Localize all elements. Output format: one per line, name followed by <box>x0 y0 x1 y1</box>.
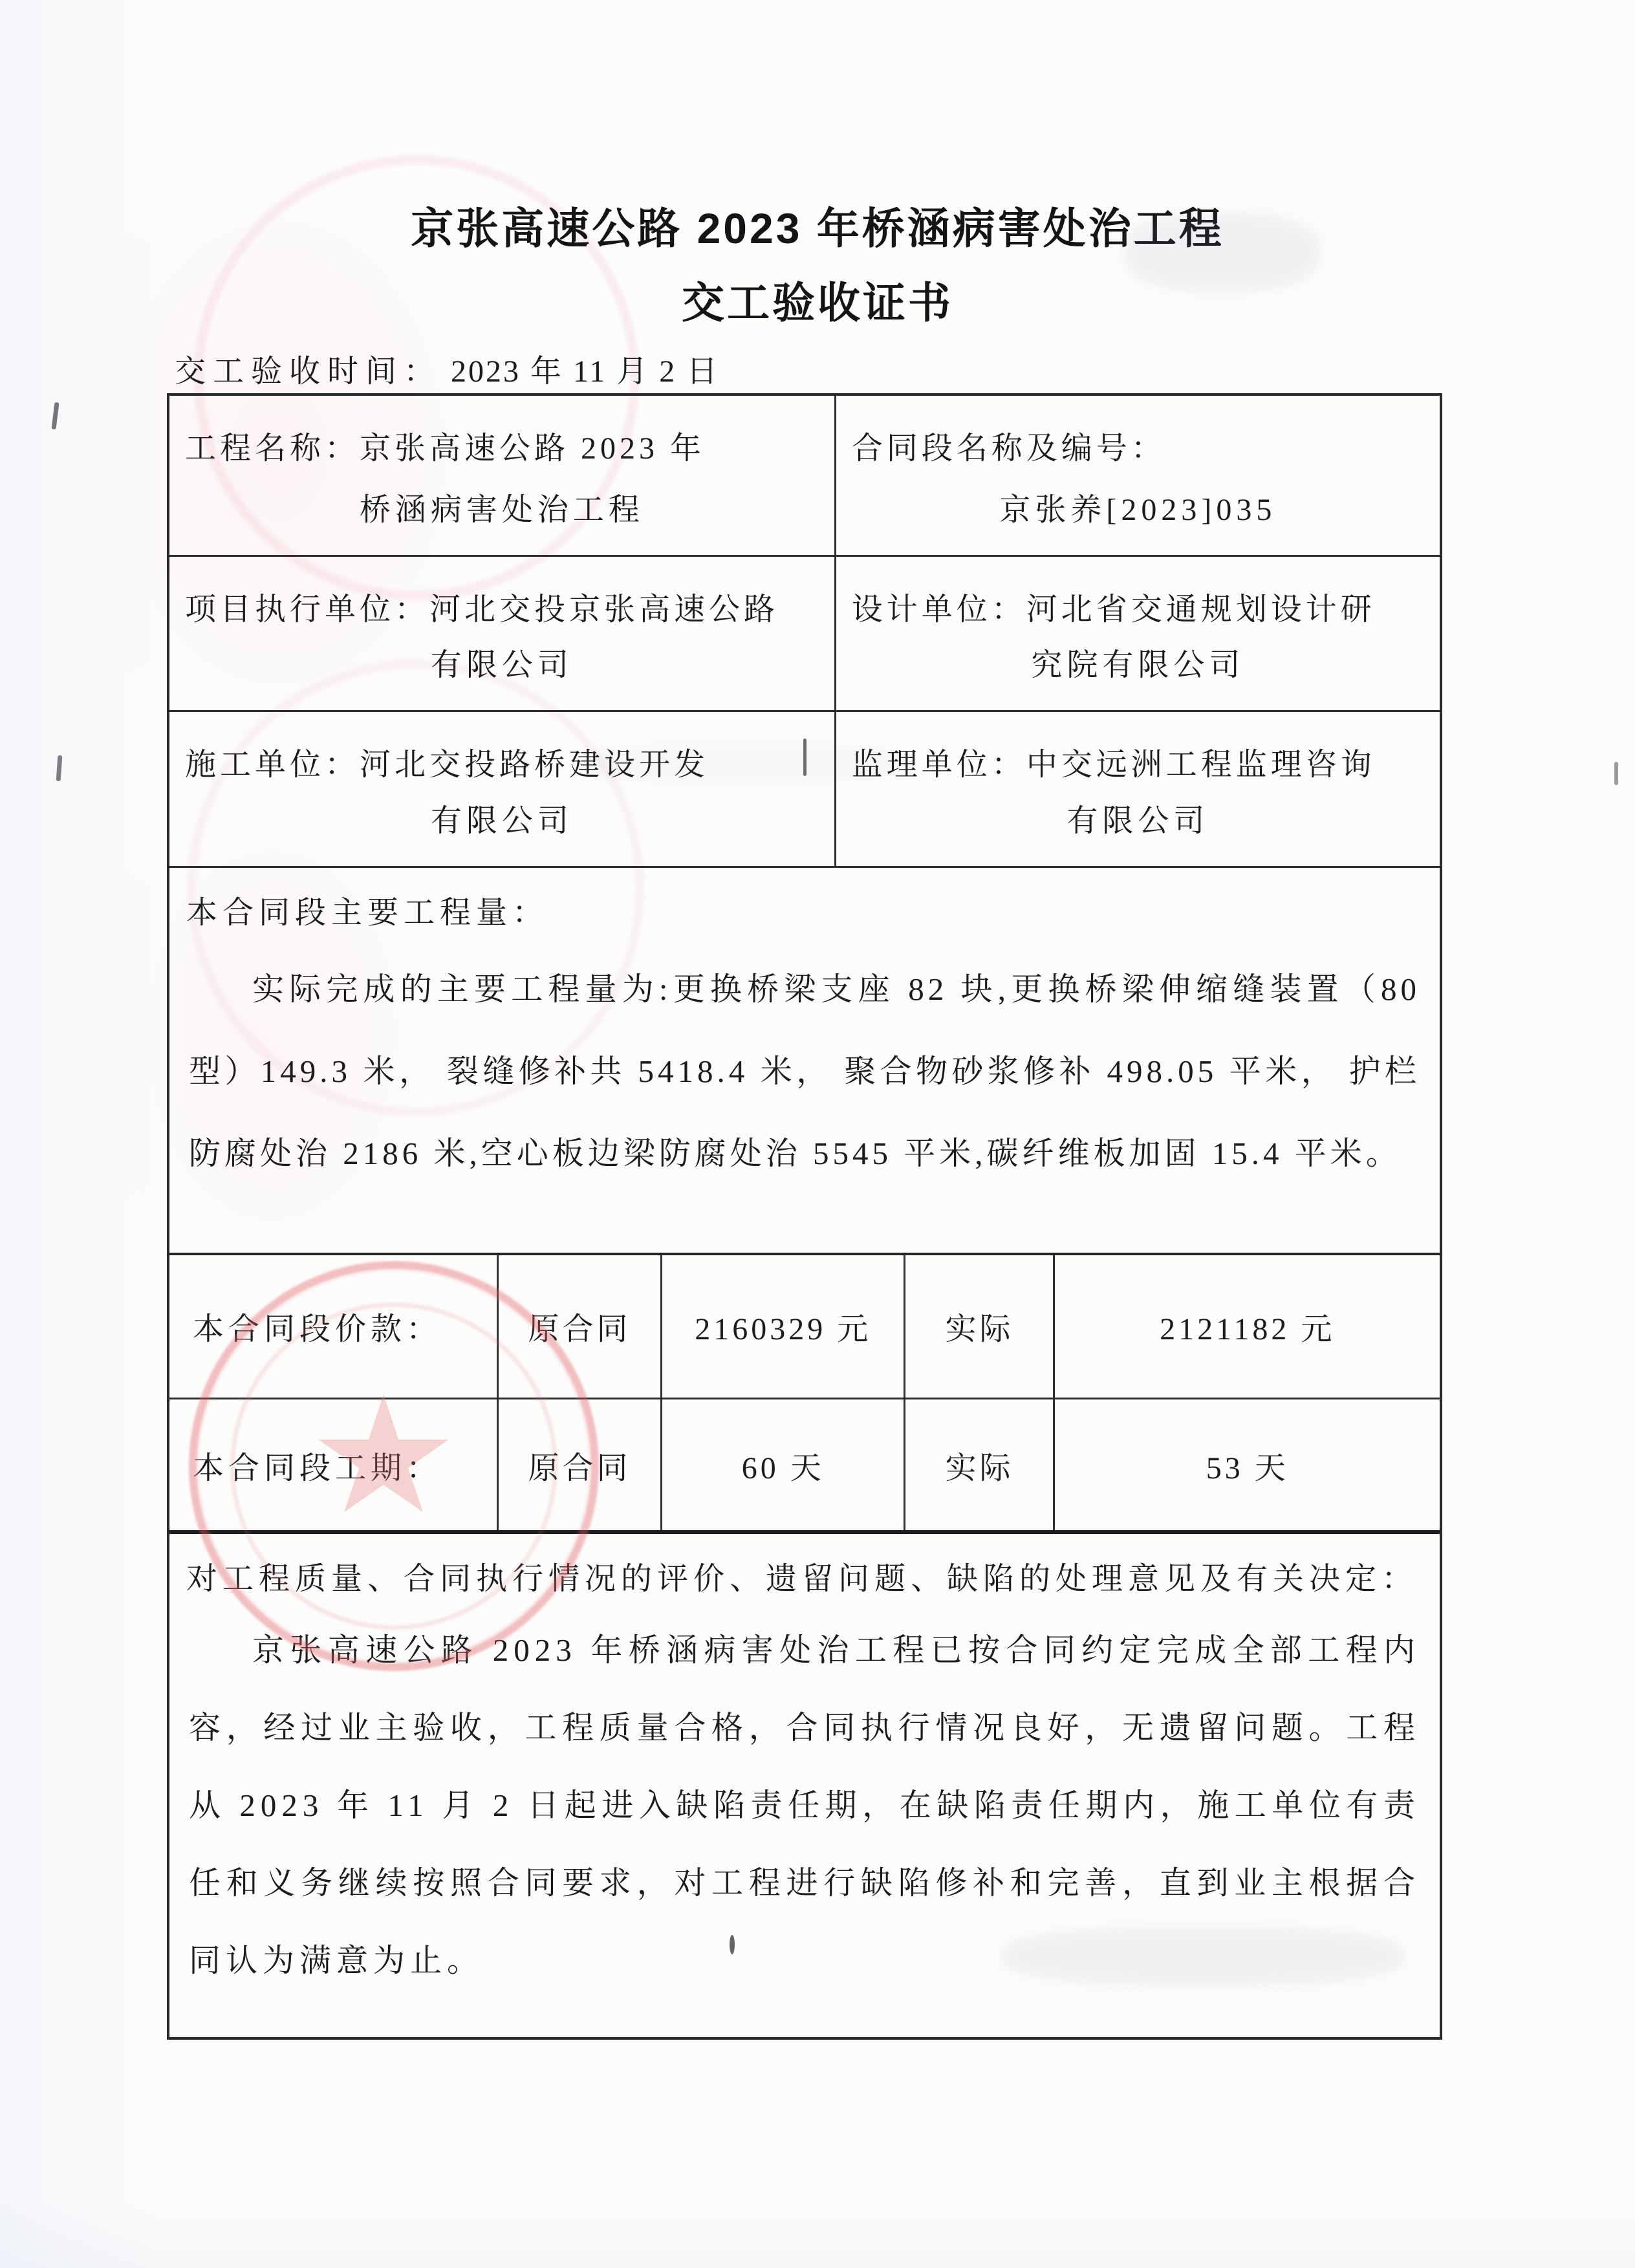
duration-original-label-cell: 原合同 <box>497 1399 660 1530</box>
executor-cell <box>169 557 834 710</box>
constructor-cell <box>169 712 834 865</box>
contract-section-line2: 京张养[2023]035 <box>999 493 1277 528</box>
table-row-quantities <box>169 866 1440 1253</box>
document-title-line2: 交工验收证书 <box>682 279 953 327</box>
decision-cell <box>169 1534 1440 2037</box>
price-original-label-cell: 原合同 <box>497 1255 660 1398</box>
duration-label-cell: 本合同段工期： <box>193 1451 442 1485</box>
designer-line2: 究院有限公司 <box>1031 648 1245 683</box>
duration-actual-label-cell: 实际 <box>904 1399 1053 1530</box>
quantities-paragraph: 实际完成的主要工程量为:更换桥梁支座 82 块,更换桥梁伸缩缝装置（80型）149.3 米， 裂缝修补共 5418.4 米， 聚合物砂浆修补 498.05 平米， 护栏防腐处治 2186 米,空心板边梁防腐处治 5545 平米,碳纤维板加固 15.4 平米。 <box>189 971 1420 1171</box>
price-actual-label-cell: 实际 <box>904 1255 1053 1398</box>
contract-section-line1: 合同段名称及编号： <box>851 431 1166 466</box>
table-row-constructor-supervisor <box>169 710 1440 865</box>
executor-line2: 有限公司 <box>430 648 573 683</box>
table-row-duration <box>169 1398 1440 1530</box>
executor-line1: 项目执行单位：河北交投京张高速公路 <box>185 592 779 627</box>
price-actual-value-cell: 2121182 元 <box>1053 1255 1440 1398</box>
constructor-line1: 施工单位：河北交投路桥建设开发 <box>185 748 709 783</box>
supervisor-cell <box>834 712 1440 865</box>
designer-line1: 设计单位：河北省交通规划设计研 <box>851 592 1376 627</box>
acceptance-time-value: 2023 年 11 月 2 日 <box>451 354 720 389</box>
table-row-decision <box>169 1530 1440 2037</box>
scan-mark-left-1 <box>51 402 59 430</box>
supervisor-line2: 有限公司 <box>1067 803 1209 838</box>
acceptance-time-line <box>175 346 719 391</box>
quantities-heading: 本合同段主要工程量： <box>186 895 549 930</box>
project-name-cell <box>169 396 834 555</box>
decision-heading: 对工程质量、合同执行情况的评价、遗留问题、缺陷的处理意见及有关决定： <box>186 1562 1418 1597</box>
table-row-project <box>169 396 1440 555</box>
duration-actual-value-cell: 53 天 <box>1053 1399 1440 1530</box>
constructor-line2: 有限公司 <box>430 803 573 838</box>
project-name-line2: 桥涵病害处治工程 <box>359 493 644 528</box>
quantities-cell <box>169 868 1440 1253</box>
table-row-price <box>169 1253 1440 1398</box>
designer-cell <box>834 557 1440 710</box>
duration-original-value-cell: 60 天 <box>660 1399 904 1530</box>
scan-mark-left-2 <box>56 755 63 781</box>
supervisor-line1: 监理单位：中交远洲工程监理咨询 <box>851 748 1376 783</box>
table-row-executor-designer <box>169 555 1440 710</box>
certificate-table <box>167 393 1442 2040</box>
document-title-line1: 京张高速公路 2023 年桥涵病害处治工程 <box>411 204 1224 252</box>
scan-mark-right-1 <box>1614 762 1618 785</box>
acceptance-time-label: 交工验收时间： <box>175 354 442 389</box>
decision-paragraph: 京张高速公路 2023 年桥涵病害处治工程已按合同约定完成全部工程内容，经过业主验收，工程质量合格，合同执行情况良好，无遗留问题。工程从 2023 年 11 月 2 日起进入缺陷责任期，在缺陷责任期内，施工单位有责任和义务继续按照合同要求，对工程进行缺陷修补和完善，直到业主根据合同认为满意为止。 <box>189 1632 1420 1979</box>
contract-section-cell <box>834 396 1440 555</box>
price-label-cell: 本合同段价款： <box>193 1312 442 1347</box>
price-original-value-cell: 2160329 元 <box>660 1255 904 1398</box>
project-name-line1: 工程名称：京张高速公路 2023 年 <box>185 431 706 466</box>
